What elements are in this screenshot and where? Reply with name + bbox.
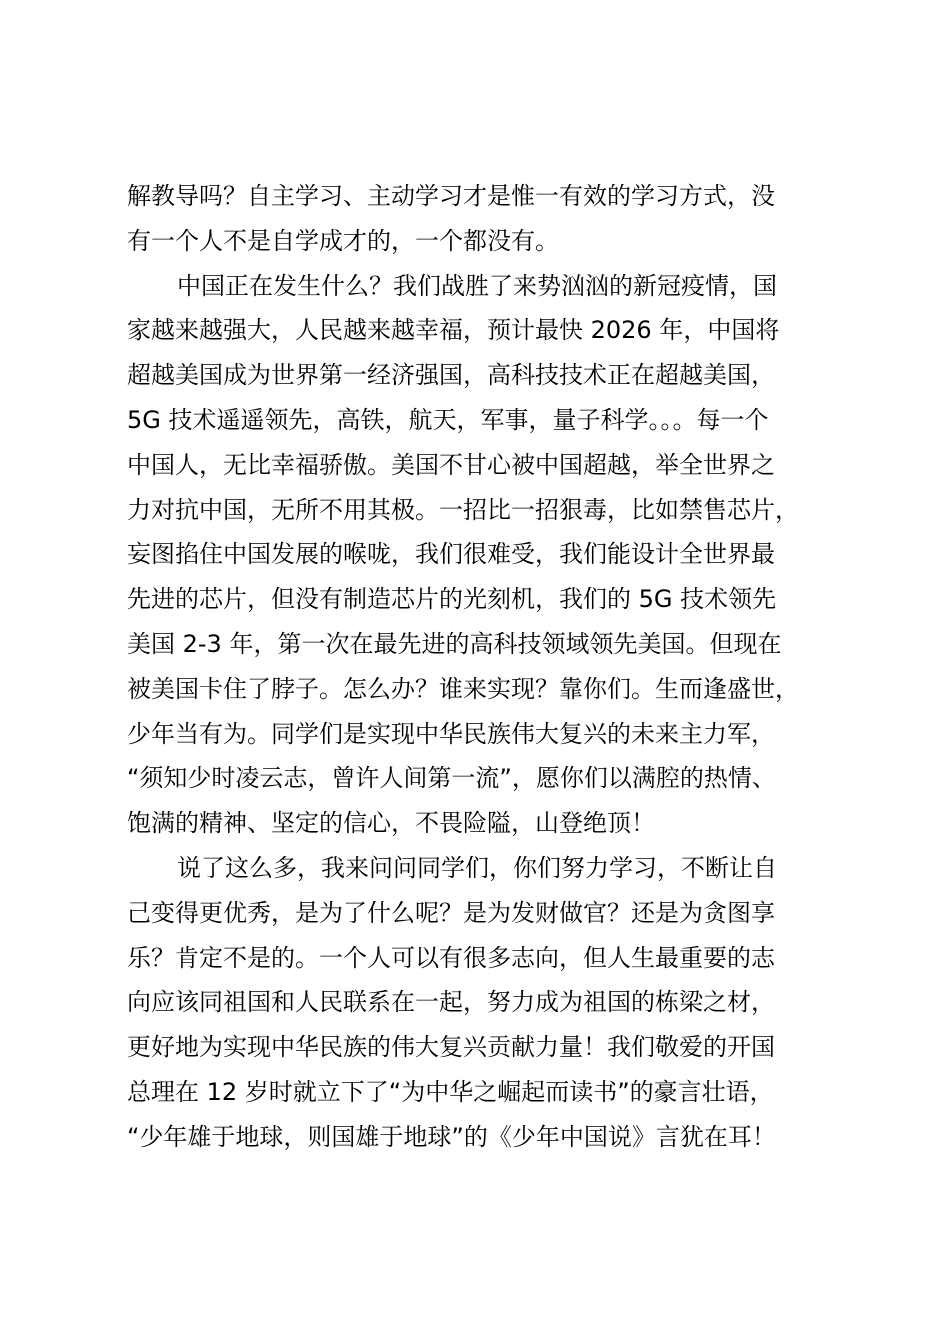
text-line: 美国 2-3 年，第一次在最先进的高科技领域领先美国。但现在	[127, 629, 782, 658]
text-line: 己变得更优秀，是为了什么呢？是为发财做官？还是为贪图享	[127, 898, 775, 927]
text-line: 解教导吗？自主学习、主动学习才是惟一有效的学习方式，没	[127, 182, 775, 210]
text-line: 中国人，无比幸福骄傲。美国不甘心被中国超越，举全世界之	[127, 450, 775, 479]
text-line: “须知少时凌云志，曾许人间第一流”，愿你们以满腔的热情、	[127, 764, 776, 793]
document-body	[127, 174, 857, 1160]
text-line: 力对抗中国，无所不用其极。一招比一招狠毒，比如禁售芯片，	[127, 495, 799, 524]
text-line: 妄图掐住中国发展的喉咙，我们很难受，我们能设计全世界最	[127, 540, 775, 569]
paragraph-start-line: 说了这么多，我来问问同学们，你们努力学习，不断让自	[177, 853, 777, 882]
paragraph-start-line: 中国正在发生什么？我们战胜了来势汹汹的新冠疫情，国	[177, 271, 777, 300]
text-line: 超越美国成为世界第一经济强国，高科技技术正在超越美国，	[127, 361, 775, 390]
text-line: 更好地为实现中华民族的伟大复兴贡献力量！我们敬爱的开国	[127, 1033, 775, 1062]
text-line: 饱满的精神、坚定的信心，不畏险隘，山登绝顶！	[127, 809, 655, 838]
text-line: 家越来越强大，人民越来越幸福，预计最快 2026 年，中国将	[127, 316, 780, 345]
text-line: 被美国卡住了脖子。怎么办？谁来实现？靠你们。生而逢盛世，	[127, 674, 799, 703]
text-line: 总理在 12 岁时就立下了“为中华之崛起而读书”的豪言壮语，	[127, 1077, 774, 1106]
text-line: 5G 技术遥遥领先，高铁，航天，军事，量子科学。。。每一个	[127, 405, 769, 434]
text-line: 先进的芯片，但没有制造芯片的光刻机，我们的 5G 技术领先	[127, 585, 777, 614]
text-line: 少年当有为。同学们是实现中华民族伟大复兴的未来主力军，	[127, 719, 775, 748]
text-line: 向应该同祖国和人民联系在一起，努力成为祖国的栋梁之材，	[127, 988, 775, 1017]
text-line: 有一个人不是自学成才的，一个都没有。	[127, 226, 559, 255]
text-line: 乐？肯定不是的。一个人可以有很多志向，但人生最重要的志	[127, 943, 775, 972]
text-line: “少年雄于地球，则国雄于地球”的《少年中国说》言犹在耳！	[127, 1122, 776, 1151]
